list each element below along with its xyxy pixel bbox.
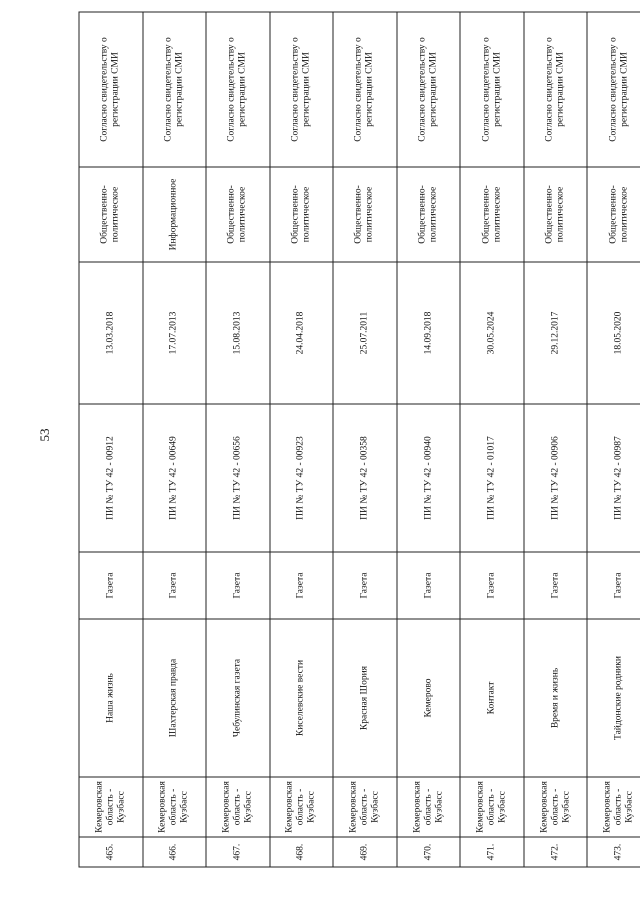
region-cell: Кемеровская область - Кузбасс bbox=[270, 777, 334, 837]
region-cell: Кемеровская область - Кузбасс bbox=[79, 777, 143, 837]
topic-cell: Общественно-политическое bbox=[206, 167, 270, 262]
registration-number-cell: ПИ № ТУ 42 - 01017 bbox=[460, 404, 524, 552]
media-name-cell: Кемерово bbox=[397, 619, 461, 777]
table-row bbox=[460, 12, 524, 867]
registration-number-cell: ПИ № ТУ 42 - 00923 bbox=[270, 404, 334, 552]
media-name-cell: Тайдонские родники bbox=[587, 619, 640, 777]
row-number: 469. bbox=[333, 837, 397, 867]
region-cell: Кемеровская область - Кузбасс bbox=[397, 777, 461, 837]
registration-date-cell: 18.05.2020 bbox=[587, 262, 640, 404]
page-number: 53 bbox=[37, 428, 52, 442]
media-kind-cell: Газета bbox=[524, 552, 588, 619]
topic-cell: Общественно-политическое bbox=[397, 167, 461, 262]
note-cell: Согласно свидетельству о регистрации СМИ bbox=[333, 12, 397, 167]
region-cell: Кемеровская область - Кузбасс bbox=[143, 777, 207, 837]
table-row bbox=[270, 12, 334, 867]
region-cell: Кемеровская область - Кузбасс bbox=[206, 777, 270, 837]
registration-date-cell: 13.03.2018 bbox=[79, 262, 143, 404]
topic-cell: Общественно-политическое bbox=[79, 167, 143, 262]
topic-cell: Информационное bbox=[143, 167, 207, 262]
topic-cell: Общественно-политическое bbox=[524, 167, 588, 262]
media-kind-cell: Газета bbox=[143, 552, 207, 619]
table-row bbox=[206, 12, 270, 867]
row-number: 471. bbox=[460, 837, 524, 867]
note-cell: Согласно свидетельству о регистрации СМИ bbox=[397, 12, 461, 167]
media-kind-cell: Газета bbox=[587, 552, 640, 619]
registration-number-cell: ПИ № ТУ 42 - 00358 bbox=[333, 404, 397, 552]
topic-cell: Общественно-политическое bbox=[270, 167, 334, 262]
note-cell: Согласно свидетельству о регистрации СМИ bbox=[460, 12, 524, 167]
registration-date-cell: 24.04.2018 bbox=[270, 262, 334, 404]
media-name-cell: Время и жизнь bbox=[524, 619, 588, 777]
topic-cell: Общественно-политическое bbox=[587, 167, 640, 262]
topic-cell: Общественно-политическое bbox=[460, 167, 524, 262]
row-number: 468. bbox=[270, 837, 334, 867]
note-cell: Согласно свидетельству о регистрации СМИ bbox=[206, 12, 270, 167]
registration-date-cell: 14.09.2018 bbox=[397, 262, 461, 404]
media-registry-table bbox=[79, 13, 640, 868]
registration-number-cell: ПИ № ТУ 42 - 00649 bbox=[143, 404, 207, 552]
registration-number-cell: ПИ № ТУ 42 - 00656 bbox=[206, 404, 270, 552]
media-kind-cell: Газета bbox=[206, 552, 270, 619]
table-row bbox=[397, 12, 461, 867]
row-number: 473. bbox=[587, 837, 640, 867]
media-kind-cell: Газета bbox=[79, 552, 143, 619]
note-cell: Согласно свидетельству о регистрации СМИ bbox=[143, 12, 207, 167]
registration-date-cell: 25.07.2011 bbox=[333, 262, 397, 404]
registration-date-cell: 30.05.2024 bbox=[460, 262, 524, 404]
registration-date-cell: 29.12.2017 bbox=[524, 262, 588, 404]
registration-number-cell: ПИ № ТУ 42 - 00940 bbox=[397, 404, 461, 552]
note-cell: Согласно свидетельству о регистрации СМИ bbox=[587, 12, 640, 167]
table-row bbox=[587, 12, 640, 867]
media-kind-cell: Газета bbox=[460, 552, 524, 619]
media-name-cell: Красная Шория bbox=[333, 619, 397, 777]
registration-number-cell: ПИ № ТУ 42 - 00906 bbox=[524, 404, 588, 552]
media-kind-cell: Газета bbox=[270, 552, 334, 619]
media-name-cell: Чебулинская газета bbox=[206, 619, 270, 777]
row-number: 470. bbox=[397, 837, 461, 867]
note-cell: Согласно свидетельству о регистрации СМИ bbox=[79, 12, 143, 167]
row-number: 465. bbox=[79, 837, 143, 867]
registration-date-cell: 17.07.2013 bbox=[143, 262, 207, 404]
row-number: 472. bbox=[524, 837, 588, 867]
note-cell: Согласно свидетельству о регистрации СМИ bbox=[524, 12, 588, 167]
registration-number-cell: ПИ № ТУ 42 - 00912 bbox=[79, 404, 143, 552]
table-row bbox=[79, 12, 143, 867]
region-cell: Кемеровская область - Кузбасс bbox=[333, 777, 397, 837]
media-name-cell: Контакт bbox=[460, 619, 524, 777]
row-number: 466. bbox=[143, 837, 207, 867]
media-name-cell: Шахтерская правда bbox=[143, 619, 207, 777]
note-cell: Согласно свидетельству о регистрации СМИ bbox=[270, 12, 334, 167]
table-row bbox=[524, 12, 588, 867]
table-row bbox=[143, 12, 207, 867]
registration-number-cell: ПИ № ТУ 42 - 00987 bbox=[587, 404, 640, 552]
media-name-cell: Киселевские вести bbox=[270, 619, 334, 777]
media-kind-cell: Газета bbox=[397, 552, 461, 619]
registration-date-cell: 15.08.2013 bbox=[206, 262, 270, 404]
region-cell: Кемеровская область - Кузбасс bbox=[587, 777, 640, 837]
region-cell: Кемеровская область - Кузбасс bbox=[524, 777, 588, 837]
topic-cell: Общественно-политическое bbox=[333, 167, 397, 262]
media-name-cell: Наша жизнь bbox=[79, 619, 143, 777]
region-cell: Кемеровская область - Кузбасс bbox=[460, 777, 524, 837]
media-kind-cell: Газета bbox=[333, 552, 397, 619]
row-number: 467. bbox=[206, 837, 270, 867]
table-row bbox=[333, 12, 397, 867]
